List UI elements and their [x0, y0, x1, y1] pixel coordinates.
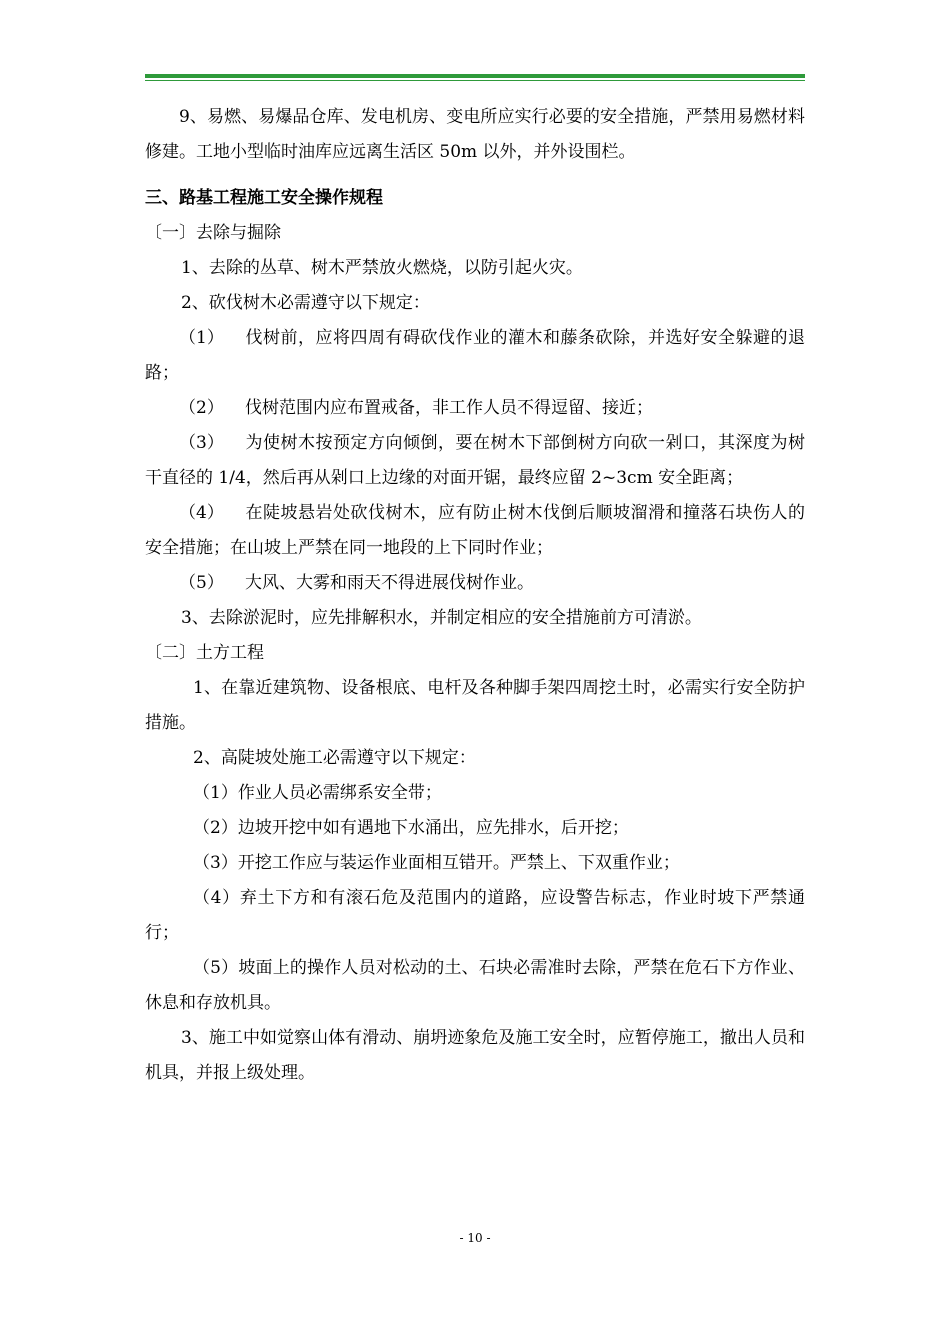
felling-rule-1: [145, 321, 805, 391]
felling-rule-text: 伐树前，应将四周有碍砍伐作业的灌木和藤条砍除，并选好安全躲避的退路；: [145, 328, 805, 383]
slope-rule-5: （5）坡面上的操作人员对松动的土、石块必需准时去除，严禁在危石下方作业、休息和存放机具。: [145, 958, 805, 1013]
felling-rule-number: （4）: [179, 503, 224, 523]
felling-rule-text: 为使树木按预定方向倾倒，要在树木下部倒树方向砍一剁口，其深度为树干直径的 1/4，然后再从剁口上边缘的对面开锯，最终应留 2~3cm 安全距离；: [145, 433, 805, 488]
clearing-item-1: 1、去除的丛草、树木严禁放火燃烧，以防引起火灾。: [181, 258, 583, 278]
felling-rule-number: （2）: [179, 398, 224, 418]
slope-rule-1: （1）作业人员必需绑系安全带；: [193, 783, 442, 803]
slope-rule-2: （2）边坡开挖中如有遇地下水涌出，应先排水，后开挖；: [193, 818, 629, 838]
earthwork-item-3: 3、施工中如觉察山体有滑动、崩坍迹象危及施工安全时，应暂停施工，撤出人员和机具，并报上级处理。: [145, 1028, 805, 1083]
earthwork-item-1: 1、在靠近建筑物、设备根底、电杆及各种脚手架四周挖土时，必需实行安全防护措施。: [145, 678, 805, 733]
page-number: - 10 -: [459, 1231, 491, 1245]
slope-rule-3: （3）开挖工作应与装运作业面相互错开。严禁上、下双重作业；: [193, 853, 680, 873]
felling-rule-number: （1）: [179, 328, 224, 348]
page-body: [145, 100, 805, 1091]
felling-rule-number: （3）: [179, 433, 224, 453]
felling-rule-5: [145, 566, 805, 601]
subsection-title-1: 〔一〕去除与掘除: [145, 223, 281, 243]
felling-rule-text: 大风、大雾和雨天不得进展伐树作业。: [245, 573, 534, 593]
felling-rule-4: [145, 496, 805, 566]
subsection-title-2: 〔二〕土方工程: [145, 643, 264, 663]
section-heading: 三、路基工程施工安全操作规程: [145, 188, 383, 208]
header-rule-thin: [145, 80, 805, 81]
felling-rule-2: [145, 391, 805, 426]
header-rule-thick: [145, 74, 805, 78]
felling-rule-text: 伐树范围内应布置戒备，非工作人员不得逗留、接近；: [245, 398, 653, 418]
slope-rule-4: （4）弃土下方和有滚石危及范围内的道路，应设警告标志，作业时坡下严禁通行；: [145, 888, 805, 943]
felling-rule-number: （5）: [179, 573, 224, 593]
clearing-item-2: 2、砍伐树木必需遵守以下规定：: [181, 293, 430, 313]
felling-rule-3: [145, 426, 805, 496]
clearing-item-3: 3、去除淤泥时，应先排解积水，并制定相应的安全措施前方可清淤。: [181, 608, 702, 628]
paragraph-item-9: 9、易燃、易爆品仓库、发电机房、变电所应实行必要的安全措施，严禁用易燃材料修建。工地小型临时油库应远离生活区 50m 以外，并外设围栏。: [145, 107, 805, 162]
earthwork-item-2: 2、高陡坡处施工必需遵守以下规定：: [193, 748, 476, 768]
felling-rule-text: 在陡坡悬岩处砍伐树木，应有防止树木伐倒后顺坡溜滑和撞落石块伤人的安全措施；在山坡上严禁在同一地段的上下同时作业；: [145, 503, 805, 558]
